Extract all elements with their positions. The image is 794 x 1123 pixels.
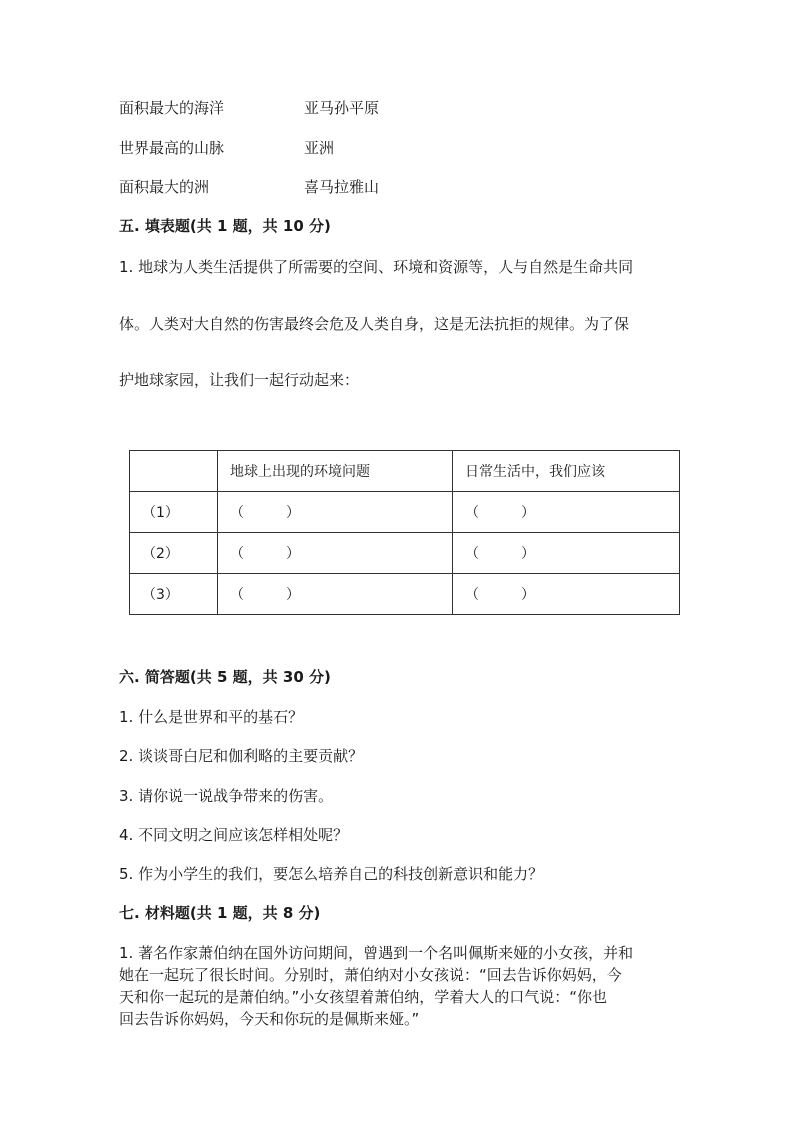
answer-blank[interactable]: （ ）: [218, 574, 453, 615]
matching-left-3: 面积最大的洲: [119, 178, 210, 196]
matching-right-1: 亚马孙平原: [304, 99, 380, 117]
section6-question-4: 4. 不同文明之间应该怎样相处呢？: [119, 826, 349, 844]
section5-q1-line1: 1. 地球为人类生活提供了所需要的空间、环境和资源等，人与自然是生命共同: [119, 258, 634, 276]
section5-heading: 五. 填表题(共 1 题，共 10 分): [119, 217, 331, 235]
table-row: [130, 533, 680, 574]
answer-blank[interactable]: （ ）: [453, 492, 680, 533]
table-row: [130, 574, 680, 615]
table-header-cell: [130, 451, 218, 492]
matching-left-1: 面积最大的海洋: [119, 99, 225, 117]
section6-question-2: 2. 谈谈哥白尼和伽利略的主要贡献？: [119, 747, 364, 765]
answer-blank[interactable]: （ ）: [218, 533, 453, 574]
matching-left-2: 世界最高的山脉: [119, 139, 225, 157]
section5-q1-line2: 体。人类对大自然的伤害最终会危及人类自身，这是无法抗拒的规律。为了保: [119, 315, 630, 333]
answer-blank[interactable]: （ ）: [453, 533, 680, 574]
section7-q1-line3: 天和你一起玩的是萧伯纳。”小女孩望着萧伯纳，学着大人的口气说：“你也: [119, 988, 608, 1006]
matching-right-2: 亚洲: [304, 139, 335, 157]
section7-q1-line4: 回去告诉你妈妈，今天和你玩的是佩斯来娅。”: [119, 1010, 420, 1028]
table-header-row: [130, 451, 680, 492]
section6-question-1: 1. 什么是世界和平的基石？: [119, 708, 304, 726]
answer-blank[interactable]: （ ）: [218, 492, 453, 533]
table-header-cell: 日常生活中，我们应该: [453, 451, 680, 492]
section7-q1-line2: 她在一起玩了很长时间。分别时，萧伯纳对小女孩说：“回去告诉你妈妈，今: [119, 966, 622, 984]
matching-right-3: 喜马拉雅山: [304, 178, 380, 196]
table-cell: （1）: [130, 492, 218, 533]
table-header-cell: 地球上出现的环境问题: [218, 451, 453, 492]
section6-question-5: 5. 作为小学生的我们，要怎么培养自己的科技创新意识和能力？: [119, 865, 544, 883]
section6-question-3: 3. 请你说一说战争带来的伤害。: [119, 787, 334, 805]
section6-heading: 六. 简答题(共 5 题，共 30 分): [119, 668, 331, 686]
answer-blank[interactable]: （ ）: [453, 574, 680, 615]
section7-heading: 七. 材料题(共 1 题，共 8 分): [119, 904, 321, 922]
table-row: [130, 492, 680, 533]
table-cell: （3）: [130, 574, 218, 615]
section5-q1-line3: 护地球家园，让我们一起行动起来：: [119, 371, 360, 389]
section7-q1-line1: 1. 著名作家萧伯纳在国外访问期间，曾遇到一个名叫佩斯来娅的小女孩，并和: [119, 944, 634, 962]
table-cell: （2）: [130, 533, 218, 574]
environment-table: [129, 450, 680, 615]
